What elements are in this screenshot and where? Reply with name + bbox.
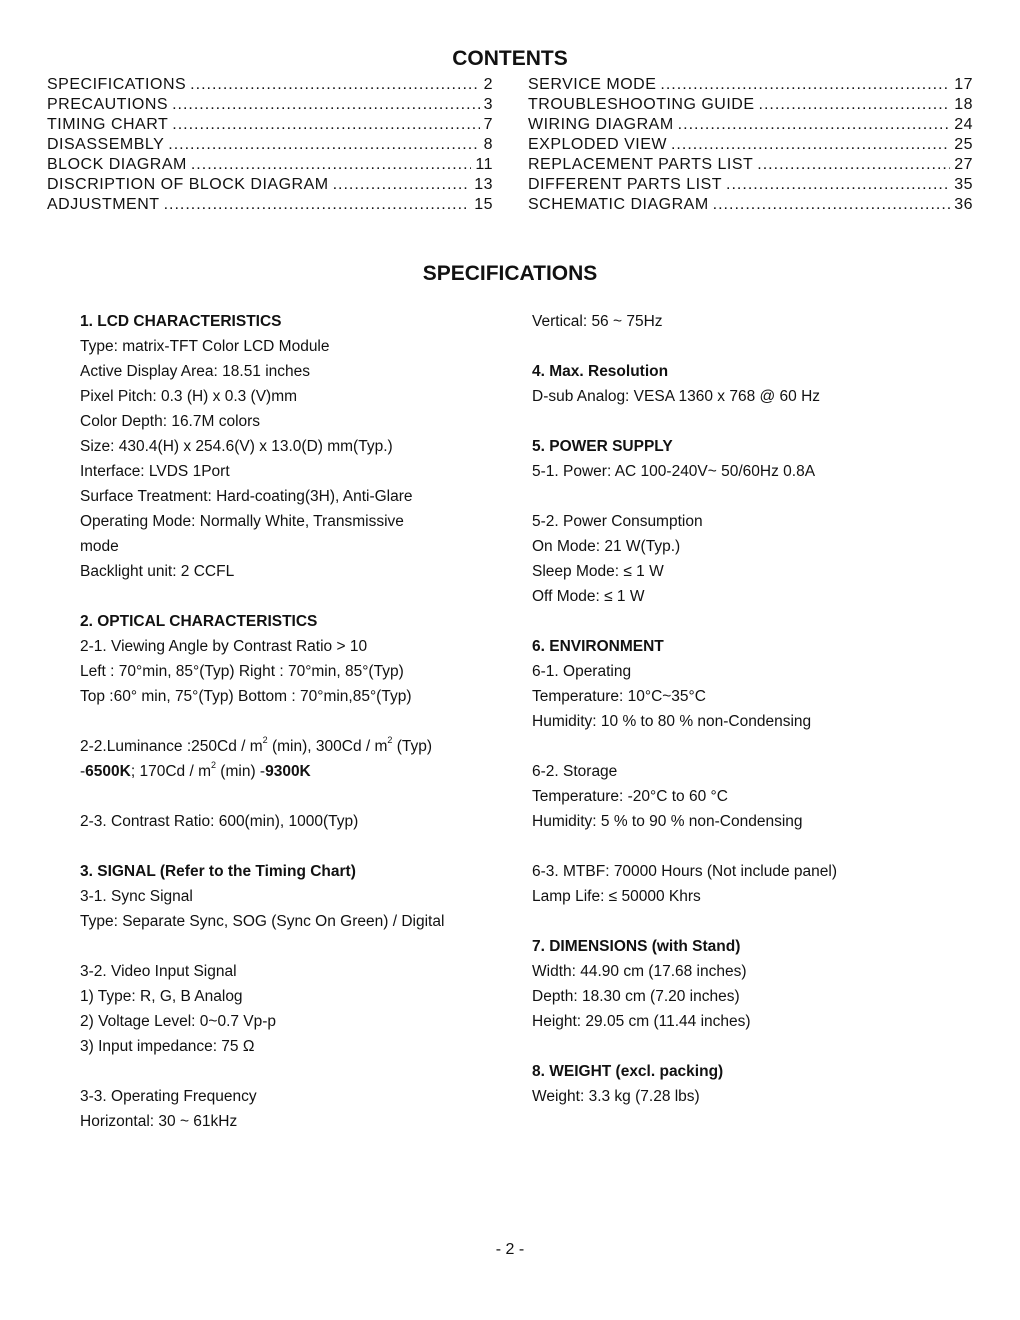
spec-line: Type: matrix-TFT Color LCD Module [80,338,330,355]
toc-label: DIFFERENT PARTS LIST [528,176,723,193]
spec-line: Left : 70°min, 85°(Typ) Right : 70°min, 85°(Typ) [80,663,404,680]
spec-line: Operating Mode: Normally White, Transmissive [80,513,404,530]
spec-line: Interface: LVDS 1Port [80,463,230,480]
spec-line: 1) Type: R, G, B Analog [80,988,243,1005]
toc-entry[interactable] [528,115,973,135]
toc-label: BLOCK DIAGRAM [47,156,187,173]
toc-label: DISASSEMBLY [47,136,165,153]
spec-left-column [80,309,500,1134]
section-heading: 3. SIGNAL (Refer to the Timing Chart) [80,863,356,880]
section-heading: 8. WEIGHT (excl. packing) [532,1063,724,1080]
toc-leader [713,195,951,215]
toc-right-column [528,75,973,215]
contents-title: CONTENTS [452,47,568,70]
toc-page: 15 [474,196,493,213]
toc-page: 24 [954,116,973,133]
spec-line: 3) Input impedance: 75 Ω [80,1038,255,1055]
toc-leader [172,115,479,135]
toc-leader [191,155,472,175]
section-heading: 2. OPTICAL CHARACTERISTICS [80,613,318,630]
toc-page: 11 [475,156,493,173]
toc-entry[interactable] [47,155,493,175]
toc-entry[interactable] [47,95,493,115]
toc-entry[interactable] [528,195,973,215]
toc-leader [660,75,950,95]
toc-label: EXPLODED VIEW [528,136,667,153]
spec-line: Lamp Life: ≤ 50000 Khrs [532,888,701,905]
spec-line: 2-3. Contrast Ratio: 600(min), 1000(Typ) [80,813,359,830]
spec-line: Sleep Mode: ≤ 1 W [532,563,664,580]
spec-line: Vertical: 56 ~ 75Hz [532,313,663,330]
toc-label: TROUBLESHOOTING GUIDE [528,96,755,113]
spec-line: 3-1. Sync Signal [80,888,193,905]
toc-page: 7 [483,116,493,133]
spec-line: Top :60° min, 75°(Typ) Bottom : 70°min,85°(Typ) [80,688,412,705]
spec-line: Surface Treatment: Hard-coating(3H), Anti-Glare [80,488,413,505]
spec-line: Height: 29.05 cm (11.44 inches) [532,1013,751,1030]
spec-line: On Mode: 21 W(Typ.) [532,538,681,555]
toc-page: 27 [954,156,973,173]
spec-line: mode [80,538,119,555]
page-number: - 2 - [495,1241,525,1258]
toc-leader [172,95,480,115]
toc-leader [168,135,479,155]
toc-entry[interactable] [528,95,973,115]
spec-line: Weight: 3.3 kg (7.28 lbs) [532,1088,700,1105]
spec-line: 3-3. Operating Frequency [80,1088,257,1105]
toc-label: ADJUSTMENT [47,196,160,213]
toc-page: 25 [954,136,973,153]
spec-line: Backlight unit: 2 CCFL [80,563,235,580]
spec-line: 3-2. Video Input Signal [80,963,237,980]
toc-entry[interactable] [47,195,493,215]
spec-line: Width: 44.90 cm (17.68 inches) [532,963,747,980]
section-heading: 7. DIMENSIONS (with Stand) [532,938,741,955]
luminance-line: 2-2.Luminance :250Cd / $m^2$ (min), $300Cd / m^2$ (Typ) [80,735,433,755]
toc-label: REPLACEMENT PARTS LIST [528,156,754,173]
toc-leader [726,175,950,195]
toc-leader [164,195,471,215]
toc-entry[interactable] [47,75,493,95]
spec-line: Color Depth: 16.7M colors [80,413,261,430]
spec-line: Temperature: 10°C~35°C [532,688,706,705]
toc-label: WIRING DIAGRAM [528,116,674,133]
toc-leader [678,115,951,135]
toc-label: DISCRIPTION OF BLOCK DIAGRAM [47,176,329,193]
spec-line: 6-1. Operating [532,663,632,680]
toc-label: SPECIFICATIONS [47,76,187,93]
spec-line: Temperature: -20°C to 60 °C [532,788,728,805]
spec-line: Depth: 18.30 cm (7.20 inches) [532,988,740,1005]
toc-entry[interactable] [528,175,973,195]
toc-label: SERVICE MODE [528,76,657,93]
spec-line: Type: Separate Sync, SOG (Sync On Green) / Digital [80,913,445,930]
section-heading: 1. LCD CHARACTERISTICS [80,313,282,330]
toc-page: 36 [954,196,973,213]
toc-leader [333,175,471,195]
section-heading: 4. Max. Resolution [532,363,669,380]
toc-page: 2 [483,76,493,93]
toc-entry[interactable] [47,175,493,195]
toc-label: SCHEMATIC DIAGRAM [528,196,709,213]
spec-line: Pixel Pitch: 0.3 (H) x 0.3 (V)mm [80,388,298,405]
spec-right-column [532,309,952,1109]
toc-page: 18 [954,96,973,113]
specifications-title: SPECIFICATIONS [422,262,598,285]
spec-line: 5-1. Power: AC 100-240V~ 50/60Hz 0.8A [532,463,816,480]
toc-leader [759,95,951,115]
toc-label: TIMING CHART [47,116,169,133]
spec-line: Horizontal: 30 ~ 61kHz [80,1113,238,1130]
toc-page: 3 [483,96,493,113]
spec-line: 5-2. Power Consumption [532,513,703,530]
toc-page: 35 [954,176,973,193]
toc-label: PRECAUTIONS [47,96,169,113]
spec-line: Humidity: 5 % to 90 % non-Condensing [532,813,803,830]
toc-leader [757,155,950,175]
spec-line: Humidity: 10 % to 80 % non-Condensing [532,713,812,730]
toc-entry[interactable] [528,135,973,155]
spec-line: 6-2. Storage [532,763,618,780]
toc-page: 13 [474,176,493,193]
spec-line: 2) Voltage Level: 0~0.7 Vp-p [80,1013,277,1030]
toc-page: 8 [483,136,493,153]
toc-leader [190,75,479,95]
spec-line: Active Display Area: 18.51 inches [80,363,311,380]
luminance-line-2: -6500K; $170Cd / m^2$ (min) -9300K [80,760,311,780]
section-heading: 5. POWER SUPPLY [532,438,673,455]
spec-line: 2-1. Viewing Angle by Contrast Ratio > 10 [80,638,368,655]
spec-line: Size: 430.4(H) x 254.6(V) x 13.0(D) mm(Typ.) [80,438,393,455]
toc-leader [671,135,950,155]
spec-line: Off Mode: ≤ 1 W [532,588,645,605]
spec-line: 6-3. MTBF: 70000 Hours (Not include panel) [532,863,837,880]
toc-entry[interactable] [47,115,493,135]
toc-entry[interactable] [528,155,973,175]
toc-left-column [47,75,493,215]
section-heading: 6. ENVIRONMENT [532,638,664,655]
toc-entry[interactable] [47,135,493,155]
spec-line: D-sub Analog: VESA 1360 x 768 @ 60 Hz [532,388,821,405]
toc-page: 17 [954,76,973,93]
toc-entry[interactable] [528,75,973,95]
